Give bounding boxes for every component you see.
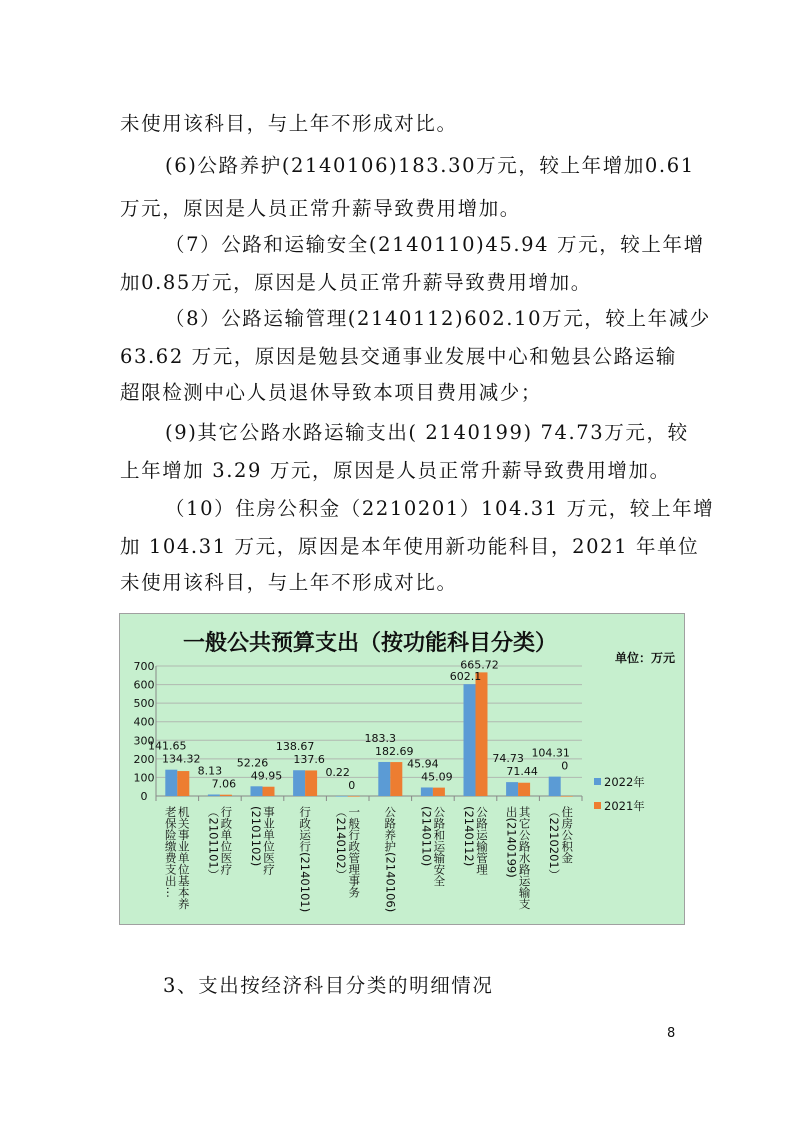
- category-label: 一般行政管理事务: [347, 806, 362, 898]
- legend-swatch: [594, 778, 601, 785]
- bar-2022: [293, 770, 305, 796]
- data-label-2021: 134.32: [162, 752, 201, 766]
- text-line: （7）公路和运输安全(2140110)45.94 万元，较上年增: [165, 233, 705, 256]
- bar-2021: [518, 783, 530, 796]
- text-line: 上年增加 3.29 万元，原因是人员正常升薪导致费用增加。: [120, 459, 671, 482]
- y-tick-label: 0: [140, 790, 148, 803]
- category-label: (2140110): [419, 806, 434, 867]
- bar-2022: [208, 794, 220, 796]
- y-tick-label: 700: [133, 660, 155, 673]
- text-line: (9)其它公路水路运输支出( 2140199) 74.73万元，较: [165, 421, 689, 444]
- bar-2021: [561, 796, 573, 797]
- y-tick-label: 600: [133, 678, 155, 692]
- bar-2022: [506, 782, 518, 796]
- data-label-2022: 141.65: [148, 739, 187, 753]
- category-label: （2101101）: [206, 806, 221, 881]
- bar-2021: [433, 788, 445, 796]
- data-label-2021: 7.06: [211, 777, 237, 791]
- section-heading: 3、支出按经济科目分类的明细情况: [163, 974, 494, 997]
- bar-2021: [177, 771, 189, 796]
- text-line: 63.62 万元，原因是勉县交通事业发展中心和勉县公路运输: [120, 345, 677, 368]
- category-label: 公路运输管理: [475, 806, 489, 875]
- category-label: 事业单位医疗: [262, 806, 276, 875]
- category-label: （2140102）: [334, 806, 349, 881]
- bar-2022: [251, 786, 263, 796]
- data-label-2021: 0: [348, 778, 356, 792]
- y-tick-label: 100: [133, 771, 155, 785]
- data-label-2021: 49.95: [250, 769, 283, 783]
- y-tick-label: 200: [133, 752, 155, 766]
- data-label-2022: 138.67: [275, 740, 315, 754]
- bar-2022: [336, 796, 348, 797]
- text-line: 加0.85万元，原因是人员正常升薪导致费用增加。: [120, 271, 592, 294]
- unit-label: 单位：万元: [614, 651, 675, 665]
- data-label-2021: 665.72: [460, 658, 499, 672]
- text-line: 未使用该科目，与上年不形成对比。: [120, 112, 458, 135]
- data-label-2022: 8.13: [197, 764, 223, 778]
- category-label: 机关事业单位基本养: [176, 806, 191, 910]
- data-label-2021: 45.09: [421, 770, 453, 784]
- data-label-2022: 52.26: [236, 756, 269, 770]
- y-tick-label: 300: [133, 734, 155, 748]
- data-label-2022: 45.94: [407, 757, 439, 771]
- category-label: 住房公积金: [560, 806, 575, 864]
- bar-2021: [476, 672, 488, 796]
- text-line: (6)公路养护(2140106)183.30万元，较上年增加0.61: [165, 154, 695, 177]
- bar-2021: [220, 795, 232, 796]
- category-label: 行政单位医疗: [219, 806, 234, 875]
- data-label-2022: 104.31: [531, 746, 570, 760]
- y-tick-label: 500: [133, 697, 155, 711]
- category-label: (2101102): [249, 806, 263, 867]
- bar-2022: [378, 762, 390, 796]
- bar-chart: [119, 613, 685, 925]
- bar-2021: [348, 796, 360, 797]
- data-label-2022: 602.1: [449, 670, 482, 684]
- bar-2021: [305, 770, 317, 796]
- data-label-2022: 74.73: [492, 752, 524, 766]
- text-line: 万元，原因是人员正常升薪导致费用增加。: [120, 197, 521, 220]
- bar-2021: [390, 762, 402, 796]
- category-label: 其它公路水路运输支: [517, 806, 532, 910]
- category-label: 老保险缴费支出…: [163, 806, 178, 898]
- chart-svg: [120, 614, 686, 926]
- category-label: (2140112): [462, 806, 476, 867]
- bar-2021: [263, 787, 275, 796]
- legend-label: 2022年: [604, 775, 645, 789]
- text-line: 超限检测中心人员退休导致本项目费用减少；: [120, 381, 543, 404]
- category-label: 公路养护(2140106): [383, 806, 398, 913]
- bar-2022: [464, 684, 476, 796]
- data-label-2021: 71.44: [506, 765, 538, 779]
- text-line: （10）住房公积金（2210201）104.31 万元，较上年增: [165, 497, 715, 520]
- data-label-2021: 0: [561, 759, 569, 773]
- category-label: 出(2140199): [504, 806, 519, 878]
- text-line: （8）公路运输管理(2140112)602.10万元，较上年减少: [165, 307, 711, 330]
- y-tick-label: 400: [133, 715, 155, 729]
- text-line: 未使用该科目，与上年不形成对比。: [120, 571, 458, 594]
- data-label-2022: 183.3: [364, 731, 397, 745]
- page-number: 8: [667, 1026, 676, 1041]
- bar-2022: [549, 777, 561, 796]
- bar-2022: [165, 770, 177, 796]
- category-label: 行政运行(2140101): [298, 806, 313, 913]
- bar-2022: [421, 787, 433, 796]
- text-line: 加 104.31 万元，原因是本年使用新功能科目，2021 年单位: [120, 535, 700, 558]
- legend-swatch: [594, 802, 601, 809]
- data-label-2021: 137.6: [293, 753, 325, 767]
- data-label-2021: 182.69: [375, 744, 414, 758]
- chart-title: 一般公共预算支出（按功能科目分类）: [182, 631, 558, 656]
- category-label: （2210201）: [547, 806, 562, 881]
- data-label-2022: 0.22: [325, 765, 350, 779]
- legend-label: 2021年: [604, 799, 645, 813]
- category-label: 公路和运输安全: [432, 806, 447, 887]
